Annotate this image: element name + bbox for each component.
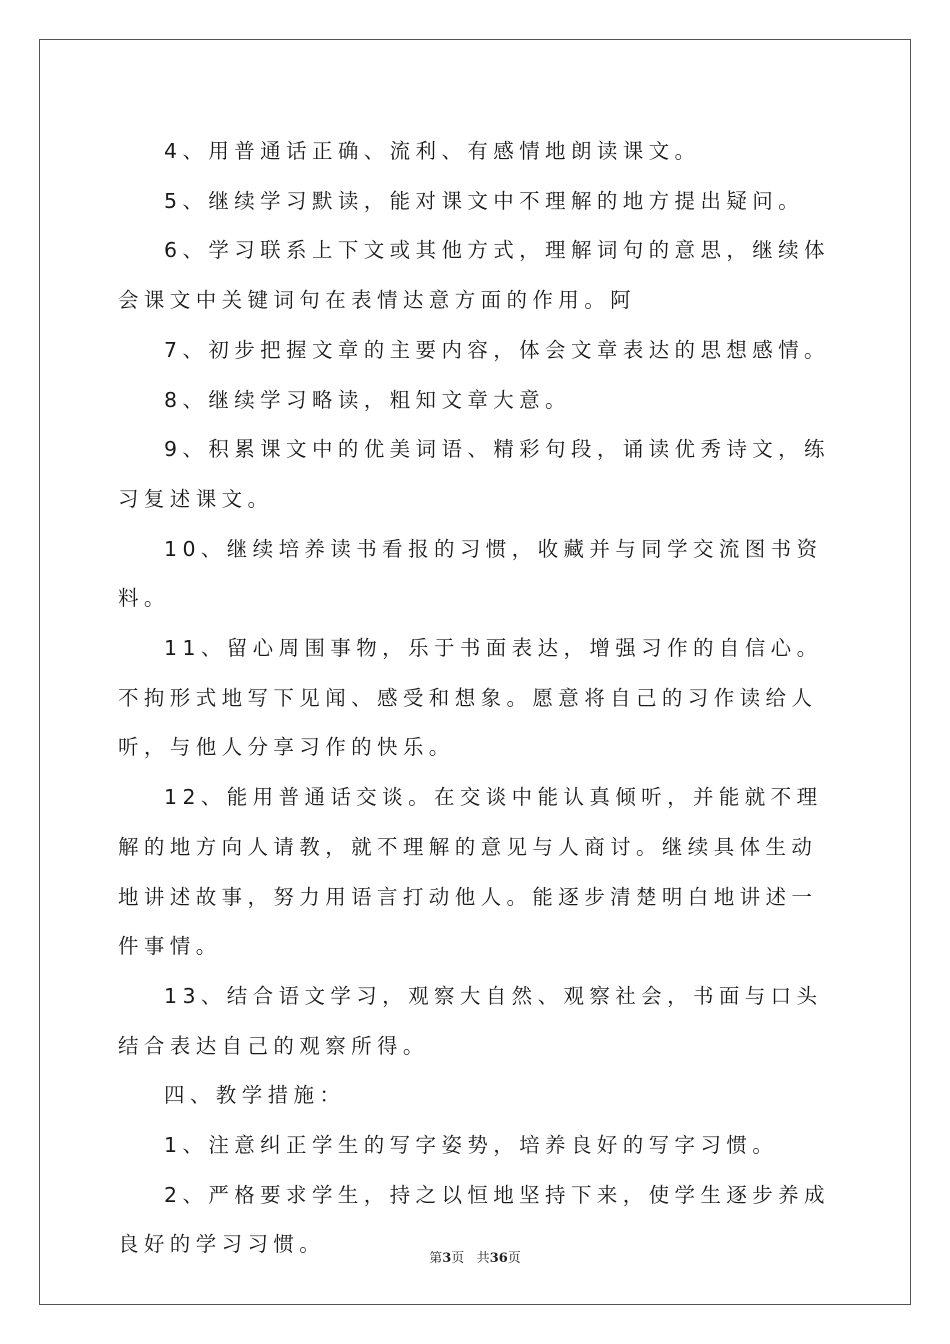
page-unit: 页 <box>451 1251 465 1266</box>
measure-2: 2、严格要求学生，持之以恒地坚持下来，使学生逐步养成良好的学习习惯。 <box>118 1182 830 1257</box>
paragraph-13: 13、结合语文学习，观察大自然、观察社会，书面与口头结合表达自己的观察所得。 <box>118 983 823 1058</box>
measure-1: 1、注意纠正学生的写字姿势，培养良好的写字习惯。 <box>164 1133 779 1158</box>
total-unit: 页 <box>507 1251 521 1266</box>
paragraph-9: 9、积累课文中的优美词语、精彩句段，诵读优秀诗文，练习复述课文。 <box>118 437 830 511</box>
paragraph-7: 7、初步把握文章的主要内容，体会文章表达的思想感情。 <box>164 337 830 362</box>
paragraph-6: 6、学习联系上下文或其他方式，理解词句的意思，继续体会课文中关键词句在表情达意方面的作用。阿 <box>118 238 830 313</box>
paragraph-8: 8、继续学习略读，粗知文章大意。 <box>164 387 571 412</box>
page-prefix: 第 <box>429 1251 443 1266</box>
document-body <box>118 127 836 1270</box>
current-page-number: 3 <box>442 1251 452 1266</box>
paragraph-10: 10、继续培养读书看报的习惯，收藏并与同学交流图书资料。 <box>118 536 823 611</box>
paragraph-11: 11、留心周围事物，乐于书面表达，增强习作的自信心。不拘形式地写下见闻、感受和想象。愿意将自己的习作读给人听，与他人分享习作的快乐。 <box>118 636 823 760</box>
total-prefix: 共 <box>476 1251 490 1266</box>
total-page-count: 36 <box>489 1251 508 1266</box>
section-heading-teaching-measures: 四、教学措施： <box>164 1083 346 1108</box>
paragraph-12: 12、能用普通话交谈。在交谈中能认真倾听，并能就不理解的地方向人请教，就不理解的意见与人商讨。继续具体生动地讲述故事，努力用语言打动他人。能逐步清楚明白地讲述一件事情。 <box>118 785 823 959</box>
paragraph-5: 5、继续学习默读，能对课文中不理解的地方提出疑问。 <box>164 188 805 213</box>
paragraph-4: 4、用普通话正确、流利、有感情地朗读课文。 <box>164 139 701 163</box>
page-footer <box>0 1247 950 1266</box>
